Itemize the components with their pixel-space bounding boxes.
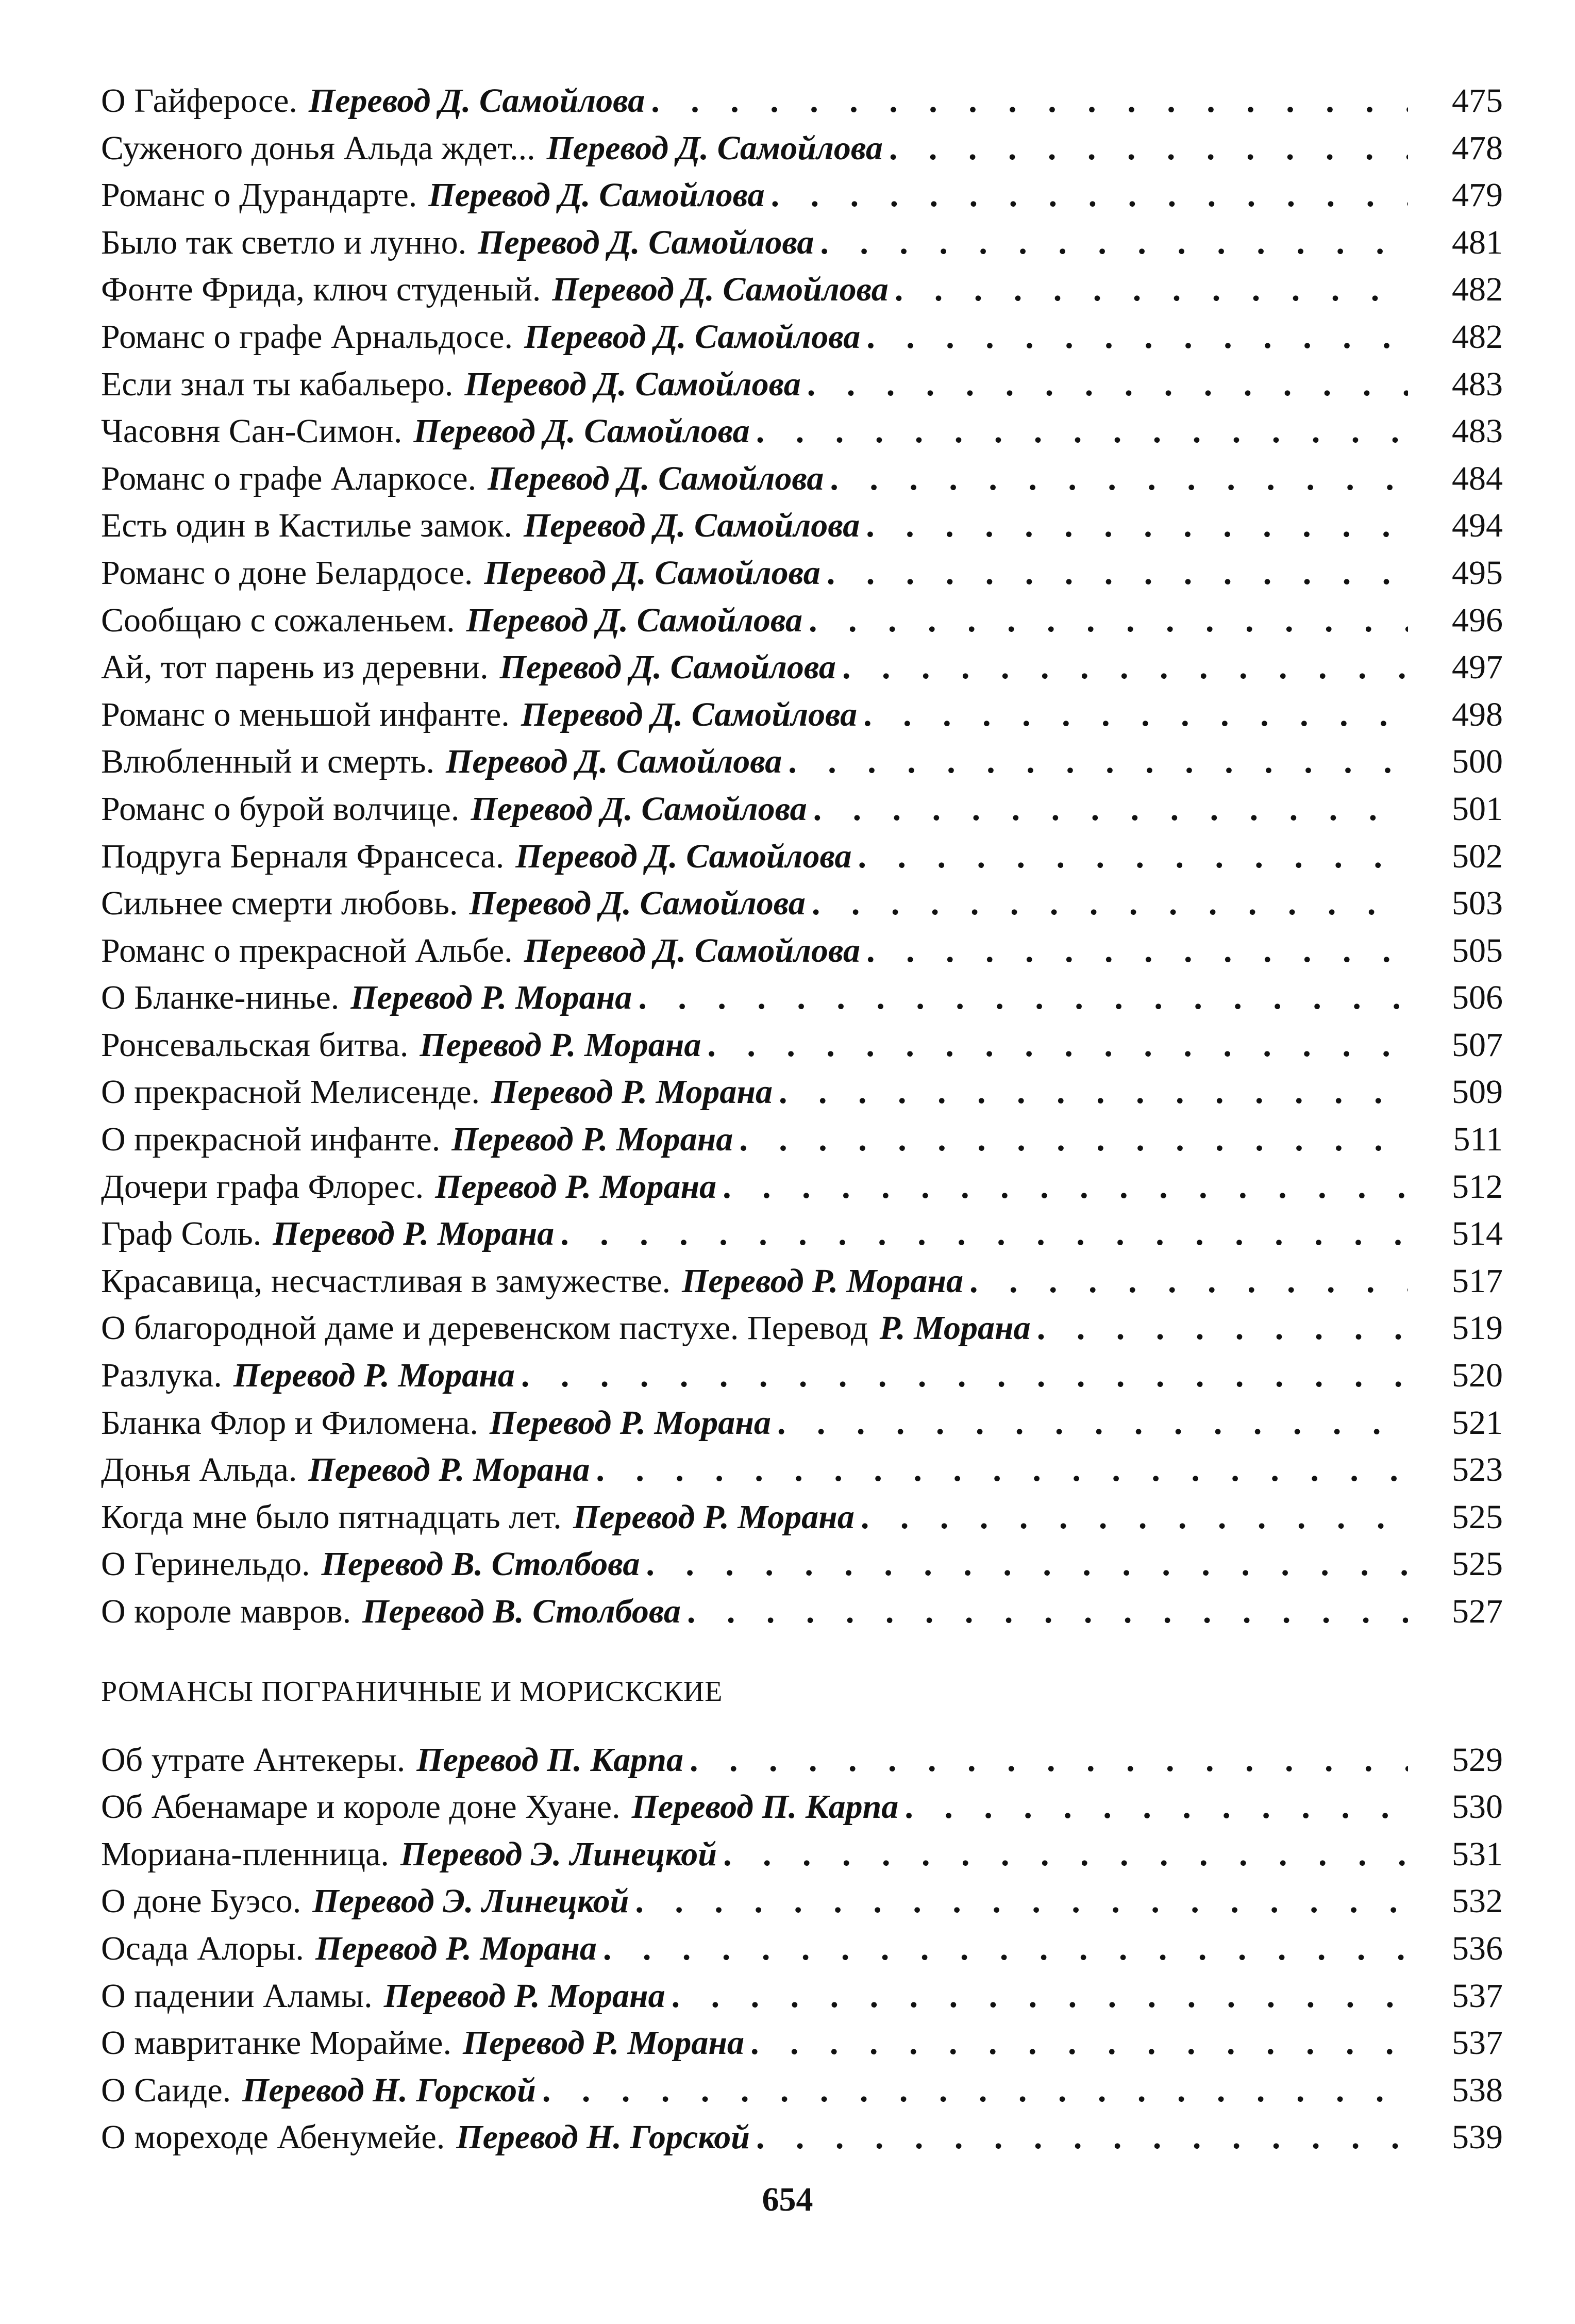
entry-translator: Перевод Д. Самойлова [523,507,860,545]
entry-page-number: 517 [1452,1262,1503,1300]
entry-page-number: 495 [1452,554,1503,592]
toc-entry [101,313,1503,361]
toc-entry [101,1588,1503,1635]
entry-title: О Бланке-нинье. [101,979,340,1017]
dot-leader [560,1210,1408,1258]
dot-leader [521,1352,1408,1399]
entry-translator: Перевод Р. Морана [462,2024,744,2062]
entry-translator: Перевод П. Карпа [631,1788,899,1826]
entry-title: Влюбленный и смерть. [101,743,434,781]
entry-translator: Перевод Р. Морана [308,1451,590,1489]
entry-page-number: 501 [1452,790,1503,828]
toc-entry [101,644,1503,691]
entry-translator: Перевод Р. Морана [350,979,632,1017]
toc-entry [101,1258,1503,1305]
toc-entry [101,1783,1503,1831]
toc-section-list [101,77,1503,1635]
dot-leader [777,1399,1408,1447]
entry-translator: Перевод Р. Морана [273,1215,555,1253]
entry-title: Часовня Сан-Симон. [101,412,403,450]
dot-leader [827,549,1408,597]
section-heading: РОМАНСЫ ПОГРАНИЧНЫЕ И МОРИСКСКИЕ [101,1675,723,1708]
entry-translator: Перевод Д. Самойлова [464,365,801,403]
dot-leader [1037,1305,1408,1352]
toc-entry [101,2067,1503,2114]
dot-leader [895,266,1408,313]
dot-leader [707,1022,1408,1069]
entry-title: Дочери графа Флорес. [101,1167,424,1206]
entry-translator: Перевод Д. Самойлова [471,790,807,828]
entry-page-number: 519 [1452,1309,1503,1347]
entry-page-number: 538 [1452,2071,1503,2109]
entry-page-number: 512 [1452,1167,1503,1206]
entry-title: О Саиде. [101,2071,231,2109]
toc-entry [101,1831,1503,1878]
entry-translator: Перевод В. Столбова [321,1545,640,1583]
entry-page-number: 478 [1452,129,1503,167]
dot-leader [635,1878,1408,1925]
entry-title: Подруга Берналя Франсеса. [101,837,505,875]
entry-translator: Перевод Д. Самойлова [524,317,861,356]
entry-title: Осада Алоры. [101,1929,304,1967]
dot-leader [756,2114,1408,2161]
entry-title: Романс о графе Аларкосе. [101,459,477,497]
dot-leader [779,1068,1408,1116]
dot-leader [646,1541,1408,1588]
entry-translator: Перевод Н. Горской [456,2118,750,2156]
entry-translator: Перевод Д. Самойлова [469,884,806,923]
entry-page-number: 507 [1452,1026,1503,1064]
entry-page-number: 482 [1452,271,1503,309]
entry-page-number: 475 [1452,82,1503,120]
dot-leader [651,77,1408,125]
entry-page-number: 511 [1453,1121,1503,1159]
entry-page-number: 525 [1452,1545,1503,1583]
entry-title: О прекрасной Мелисенде. [101,1073,480,1111]
entry-title: Есть один в Кастилье замок. [101,507,512,545]
entry-page-number: 483 [1452,412,1503,450]
toc-entry [101,1925,1503,1972]
entry-title: Ронсевальская битва. [101,1026,409,1064]
entry-page-number: 527 [1452,1593,1503,1630]
entry-translator: Перевод Р. Морана [420,1026,701,1064]
toc-entry [101,691,1503,739]
toc-entry [101,1494,1503,1541]
entry-title: О падении Аламы. [101,1977,373,2015]
toc-entry [101,1541,1503,1588]
entry-page-number: 520 [1452,1357,1503,1395]
toc-entry [101,833,1503,880]
entry-page-number: 514 [1452,1215,1503,1253]
entry-page-number: 502 [1452,837,1503,875]
entry-translator: Перевод Р. Морана [233,1357,515,1395]
toc-entry [101,1163,1503,1211]
entry-translator: Перевод Д. Самойлова [546,129,883,167]
entry-page-number: 500 [1452,743,1503,781]
toc-entry [101,455,1503,503]
dot-leader [596,1446,1408,1494]
entry-title: Об Абенамаре и короле доне Хуане. [101,1788,621,1826]
toc-entry [101,1399,1503,1447]
toc-entry [101,1736,1503,1784]
entry-title: Сообщаю с сожаленьем. [101,601,455,639]
dot-leader [813,785,1408,833]
entry-title: О Гайферосе. [101,82,297,120]
entry-translator: Перевод Р. Морана [315,1929,597,1967]
toc-entry [101,2019,1503,2067]
toc-entry [101,1022,1503,1069]
entry-title: О Геринельдо. [101,1545,310,1583]
dot-leader [830,455,1408,503]
entry-page-number: 537 [1452,2024,1503,2062]
toc-entry [101,1305,1503,1352]
entry-page-number: 536 [1452,1929,1503,1967]
entry-page-number: 494 [1452,507,1503,545]
entry-title: Романс о меньшой инфанте. [101,695,510,733]
entry-title: Когда мне было пятнадцать лет. [101,1498,562,1536]
entry-title: Разлука. [101,1357,222,1395]
entry-page-number: 525 [1452,1498,1503,1536]
entry-translator: Перевод Д. Самойлова [484,554,820,592]
entry-translator: Перевод Д. Самойлова [445,743,782,781]
dot-leader [861,1494,1408,1541]
entry-page-number: 530 [1452,1788,1503,1826]
entry-page-number: 509 [1452,1073,1503,1111]
toc-entry [101,219,1503,266]
entry-page-number: 482 [1452,317,1503,356]
toc-entry [101,1972,1503,2020]
entry-translator: Перевод Д. Самойлова [552,271,889,309]
entry-page-number: 503 [1452,884,1503,923]
entry-page-number: 532 [1452,1882,1503,1920]
toc-entry [101,1446,1503,1494]
toc-entry [101,927,1503,975]
dot-leader [904,1783,1408,1831]
entry-translator: Перевод Р. Морана [489,1403,771,1442]
entry-translator: Перевод Д. Самойлова [308,82,645,120]
entry-page-number: 496 [1452,601,1503,639]
entry-page-number: 506 [1452,979,1503,1017]
entry-title: Романс о Дурандарте. [101,176,417,214]
entry-page-number: 537 [1452,1977,1503,2015]
dot-leader [603,1925,1408,1972]
entry-page-number: 539 [1452,2118,1503,2156]
entry-title: Романс о доне Белардосе. [101,554,473,592]
entry-translator: Перевод Э. Линецкой [312,1882,629,1920]
entry-title: Бланка Флор и Филомена. [101,1403,478,1442]
toc-entry [101,880,1503,927]
dot-leader [863,691,1408,739]
entry-translator: Перевод Д. Самойлова [478,223,814,261]
toc-entry [101,549,1503,597]
entry-translator: Перевод Р. Морана [451,1121,733,1159]
dot-leader [756,408,1408,455]
entry-page-number: 529 [1452,1741,1503,1779]
dot-leader [809,597,1408,644]
entry-translator: Перевод П. Карпа [416,1741,684,1779]
page-number: 654 [762,2181,813,2218]
entry-page-number: 497 [1452,648,1503,687]
entry-translator: Перевод Д. Самойлова [413,412,750,450]
toc-entry [101,361,1503,408]
entry-translator: Перевод Р. Морана [383,1977,665,2015]
entry-translator: Перевод Д. Самойлова [499,648,836,687]
entry-title: О короле мавров. [101,1593,351,1630]
entry-translator: Перевод Д. Самойлова [524,931,860,969]
dot-leader [812,880,1408,927]
entry-page-number: 484 [1452,459,1503,497]
toc-entry [101,266,1503,313]
toc-entry [101,1352,1503,1399]
entry-translator: Перевод Д. Самойлова [488,459,824,497]
dot-leader [858,833,1408,880]
toc-entry [101,502,1503,549]
entry-page-number: 521 [1452,1403,1503,1442]
toc-entry [101,172,1503,219]
table-of-contents [101,77,1503,2161]
toc-entry [101,597,1503,644]
entry-page-number: 481 [1452,223,1503,261]
dot-leader [672,1972,1408,2020]
toc-entry [101,125,1503,172]
entry-title: Романс о прекрасной Альбе. [101,931,513,969]
dot-leader [723,1163,1408,1211]
entry-title: Фонте Фрида, ключ студеный. [101,271,541,309]
entry-translator: Перевод Р. Морана [491,1073,773,1111]
entry-title: Донья Альда. [101,1451,297,1489]
entry-translator: Р. Морана [879,1309,1031,1347]
toc-entry [101,1878,1503,1925]
entry-page-number: 498 [1452,695,1503,733]
dot-leader [750,2019,1408,2067]
entry-translator: Перевод Р. Морана [573,1498,854,1536]
entry-translator: Перевод Д. Самойлова [428,176,765,214]
dot-leader [820,219,1408,266]
entry-title: О мавританке Морайме. [101,2024,451,2062]
toc-entry [101,1116,1503,1163]
entry-title: Было так светло и лунно. [101,223,467,261]
entry-title: О доне Буэсо. [101,1882,301,1920]
entry-title: Красавица, несчастливая в замужестве. [101,1262,671,1300]
dot-leader [866,502,1408,549]
entry-title: Граф Соль. [101,1215,262,1253]
dot-leader [807,361,1408,408]
toc-entry [101,1068,1503,1116]
toc-entry [101,974,1503,1022]
dot-leader [687,1588,1408,1635]
entry-translator: Перевод Н. Горской [242,2071,536,2109]
entry-translator: Перевод Р. Морана [435,1167,717,1206]
dot-leader [771,172,1408,219]
entry-title: Если знал ты кабальеро. [101,365,454,403]
entry-page-number: 505 [1452,931,1503,969]
entry-translator: Перевод Э. Линецкой [400,1835,717,1873]
entry-page-number: 483 [1452,365,1503,403]
entry-title: Сильнее смерти любовь. [101,884,458,923]
dot-leader [788,738,1408,785]
entry-translator: Перевод Д. Самойлова [466,601,802,639]
entry-title: Об утрате Антекеры. [101,1741,406,1779]
entry-title: Ай, тот парень из деревни. [101,648,489,687]
toc-entry [101,408,1503,455]
entry-title: Мориана-пленница. [101,1835,389,1873]
dot-leader [866,313,1408,361]
dot-leader [638,974,1408,1022]
entry-title: О прекрасной инфанте. [101,1121,441,1159]
dot-leader [866,927,1408,975]
toc-entry [101,1210,1503,1258]
toc-entry [101,77,1503,125]
toc-entry [101,738,1503,785]
entry-title: Суженого донья Альда ждет... [101,129,535,167]
entry-title: О мореходе Абенумейе. [101,2118,445,2156]
entry-translator: Перевод Д. Самойлова [521,695,858,733]
entry-title: Романс о графе Арнальдосе. [101,317,513,356]
entry-translator: Перевод В. Столбова [362,1593,681,1630]
entry-page-number: 523 [1452,1451,1503,1489]
entry-title: Романс о бурой волчице. [101,790,460,828]
entry-title: О благородной даме и деревенском пастухе. Перевод [101,1309,868,1347]
dot-leader [842,644,1408,691]
toc-entry [101,2114,1503,2161]
entry-page-number: 479 [1452,176,1503,214]
dot-leader [889,125,1408,172]
dot-leader [969,1258,1408,1305]
toc-section-list [101,1736,1503,2161]
entry-translator: Перевод Д. Самойлова [515,837,852,875]
dot-leader [723,1831,1408,1878]
toc-entry [101,785,1503,833]
entry-translator: Перевод Р. Морана [682,1262,964,1300]
dot-leader [739,1116,1408,1163]
dot-leader [690,1736,1408,1784]
dot-leader [542,2067,1408,2114]
entry-page-number: 531 [1452,1835,1503,1873]
